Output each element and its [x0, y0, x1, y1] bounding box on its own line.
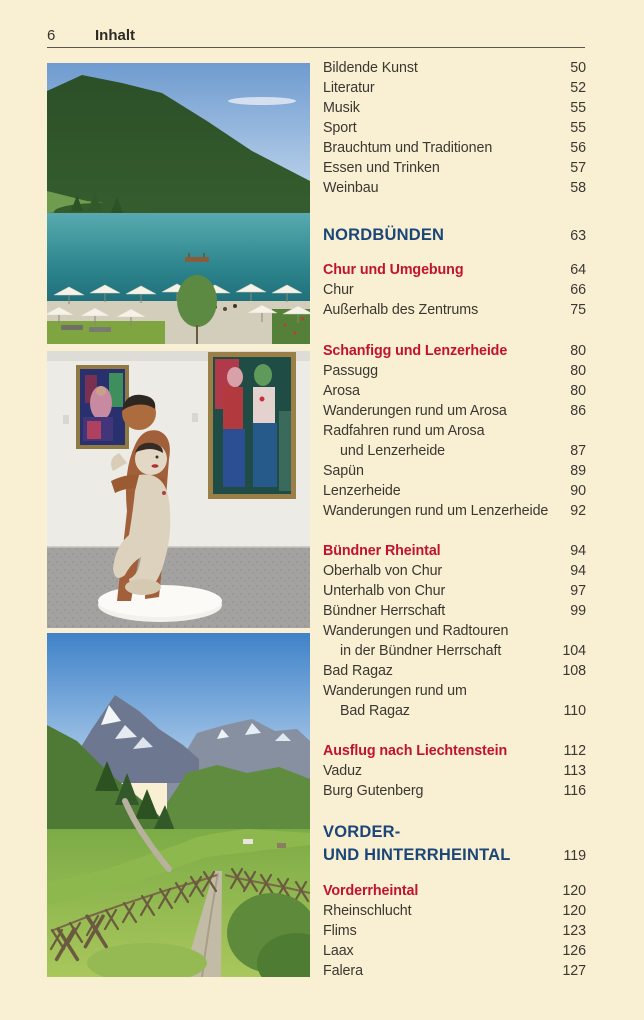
- toc-label: Rheinschlucht: [323, 903, 412, 919]
- toc-row-entry[interactable]: [323, 681, 586, 701]
- photo-alpine-valley: [47, 633, 310, 977]
- toc-label: Sapün: [323, 463, 364, 479]
- toc-page-number: 50: [570, 60, 586, 76]
- toc-page-number: 120: [562, 903, 586, 919]
- toc-row-entry[interactable]: [323, 401, 586, 421]
- page-number: 6: [47, 27, 56, 44]
- toc-row-entry[interactable]: [323, 98, 586, 118]
- toc-row-entry[interactable]: [323, 280, 586, 300]
- toc-page-number: 55: [570, 120, 586, 136]
- toc-row-chapter[interactable]: [323, 821, 586, 844]
- toc-page-number: 123: [562, 923, 586, 939]
- toc-label: Wanderungen rund um Lenzerheide: [323, 503, 549, 519]
- toc-page-number: 99: [570, 603, 586, 619]
- toc-page-number: 126: [562, 943, 586, 959]
- toc-row-entry[interactable]: [323, 701, 586, 721]
- toc-page-number: 75: [570, 302, 586, 318]
- toc-row-section[interactable]: [323, 341, 586, 361]
- toc-page-number: 108: [562, 663, 586, 679]
- toc-row-entry[interactable]: [323, 601, 586, 621]
- toc-page-number: 110: [563, 703, 586, 719]
- toc-label: Flims: [323, 923, 357, 939]
- toc-row-entry[interactable]: [323, 941, 586, 961]
- toc-row-entry[interactable]: [323, 158, 586, 178]
- toc-row-chapter[interactable]: [323, 224, 586, 248]
- toc-row-entry[interactable]: [323, 921, 586, 941]
- toc-page-number: 90: [570, 483, 586, 499]
- toc-row-entry[interactable]: [323, 901, 586, 921]
- toc-label: Bad Ragaz: [340, 703, 410, 719]
- toc-row-entry[interactable]: [323, 441, 586, 461]
- toc-gap: [323, 320, 586, 341]
- toc-row-entry[interactable]: [323, 118, 586, 138]
- toc-page-number: 97: [570, 583, 586, 599]
- toc-label: Sport: [323, 120, 357, 136]
- toc-label: Chur: [323, 282, 354, 298]
- toc-label: Laax: [323, 943, 354, 959]
- toc-label: VORDER-: [323, 823, 401, 841]
- toc-page-number: 86: [570, 403, 586, 419]
- toc-row-entry[interactable]: [323, 300, 586, 320]
- toc-row-entry[interactable]: [323, 138, 586, 158]
- toc-label: Lenzerheide: [323, 483, 401, 499]
- toc-page-number: 127: [562, 963, 586, 979]
- toc-label: Weinbau: [323, 180, 379, 196]
- photo-lake-caumasee: [47, 63, 310, 344]
- toc-page-number: 63: [570, 228, 586, 244]
- toc-label: und Lenzerheide: [340, 443, 446, 459]
- toc-label: Ausflug nach Liechtenstein: [323, 743, 508, 759]
- toc-row-entry[interactable]: [323, 581, 586, 601]
- page-title: Inhalt: [95, 27, 135, 44]
- toc-page-number: 104: [562, 643, 586, 659]
- toc-label: NORDBÜNDEN: [323, 226, 445, 244]
- toc-label: Wanderungen und Radtouren: [323, 623, 509, 639]
- toc-label: Radfahren rund um Arosa: [323, 423, 485, 439]
- toc-row-entry[interactable]: [323, 781, 586, 801]
- toc-label: Vorderrheintal: [323, 883, 419, 899]
- toc-gap: [323, 868, 586, 881]
- toc-gap: [323, 801, 586, 821]
- toc-page-number: 116: [563, 783, 586, 799]
- toc-gap: [323, 248, 586, 260]
- toc-label: Burg Gutenberg: [323, 783, 424, 799]
- toc-page-number: 87: [570, 443, 586, 459]
- museum-illustration: [47, 351, 310, 628]
- toc-page-number: 89: [570, 463, 586, 479]
- toc-page-number: 80: [570, 343, 586, 359]
- toc-row-entry[interactable]: [323, 58, 586, 78]
- toc-row-entry[interactable]: [323, 361, 586, 381]
- valley-illustration: [47, 633, 310, 977]
- header-rule: [47, 47, 585, 48]
- toc-label: Falera: [323, 963, 363, 979]
- toc-label: Essen und Trinken: [323, 160, 440, 176]
- toc-row-section[interactable]: [323, 741, 586, 761]
- toc-gap: [323, 721, 586, 741]
- toc-label: Schanfigg und Lenzerheide: [323, 343, 508, 359]
- toc-row-entry[interactable]: [323, 381, 586, 401]
- toc-row-entry[interactable]: [323, 641, 586, 661]
- toc-gap: [323, 521, 586, 541]
- toc-page-number: 120: [562, 883, 586, 899]
- toc-page-number: 55: [570, 100, 586, 116]
- toc-row-section[interactable]: [323, 260, 586, 280]
- photo-museum-sculpture: [47, 351, 310, 628]
- toc-row-entry[interactable]: [323, 481, 586, 501]
- toc-gap: [323, 198, 586, 224]
- toc-label: in der Bündner Herrschaft: [340, 643, 502, 659]
- toc-label: UND HINTERRHEINTAL: [323, 846, 511, 864]
- toc-row-entry[interactable]: [323, 561, 586, 581]
- toc-page-number: 113: [563, 763, 586, 779]
- toc-page-number: 66: [570, 282, 586, 298]
- toc-label: Brauchtum und Traditionen: [323, 140, 493, 156]
- toc-row-entry[interactable]: [323, 961, 586, 981]
- toc-label: Musik: [323, 100, 360, 116]
- toc-page-number: 80: [570, 363, 586, 379]
- toc-row-entry[interactable]: [323, 421, 586, 441]
- toc-row-entry[interactable]: [323, 178, 586, 198]
- toc-page-number: 94: [570, 543, 586, 559]
- toc-page-number: 56: [570, 140, 586, 156]
- toc-label: Chur und Umgebung: [323, 262, 464, 278]
- toc-label: Bad Ragaz: [323, 663, 393, 679]
- toc-page-number: 58: [570, 180, 586, 196]
- toc-page-number: 80: [570, 383, 586, 399]
- toc-label: Vaduz: [323, 763, 362, 779]
- toc-row-entry[interactable]: [323, 761, 586, 781]
- toc-page-number: 64: [570, 262, 586, 278]
- toc-page-number: 94: [570, 563, 586, 579]
- toc-row-section[interactable]: [323, 881, 586, 901]
- toc-label: Passugg: [323, 363, 378, 379]
- toc-label: Bildende Kunst: [323, 60, 418, 76]
- toc-page-number: 119: [563, 848, 586, 864]
- lake-illustration: [47, 63, 310, 344]
- toc-row-chapter[interactable]: [323, 844, 586, 868]
- toc-list: [323, 58, 586, 981]
- toc-row-entry[interactable]: [323, 461, 586, 481]
- toc-row-entry[interactable]: [323, 661, 586, 681]
- toc-label: Außerhalb des Zentrums: [323, 302, 479, 318]
- toc-label: Oberhalb von Chur: [323, 563, 443, 579]
- toc-label: Literatur: [323, 80, 375, 96]
- toc-page-number: 112: [563, 743, 586, 759]
- toc-row-entry[interactable]: [323, 78, 586, 98]
- toc-label: Wanderungen rund um: [323, 683, 467, 699]
- toc-page-number: 92: [570, 503, 586, 519]
- toc-label: Unterhalb von Chur: [323, 583, 446, 599]
- toc-label: Arosa: [323, 383, 360, 399]
- toc-page-number: 52: [570, 80, 586, 96]
- toc-label: Bündner Herrschaft: [323, 603, 446, 619]
- toc-label: Wanderungen rund um Arosa: [323, 403, 507, 419]
- toc-row-entry[interactable]: [323, 621, 586, 641]
- toc-label: Bündner Rheintal: [323, 543, 441, 559]
- toc-row-entry[interactable]: [323, 501, 586, 521]
- toc-page-number: 57: [570, 160, 586, 176]
- toc-row-section[interactable]: [323, 541, 586, 561]
